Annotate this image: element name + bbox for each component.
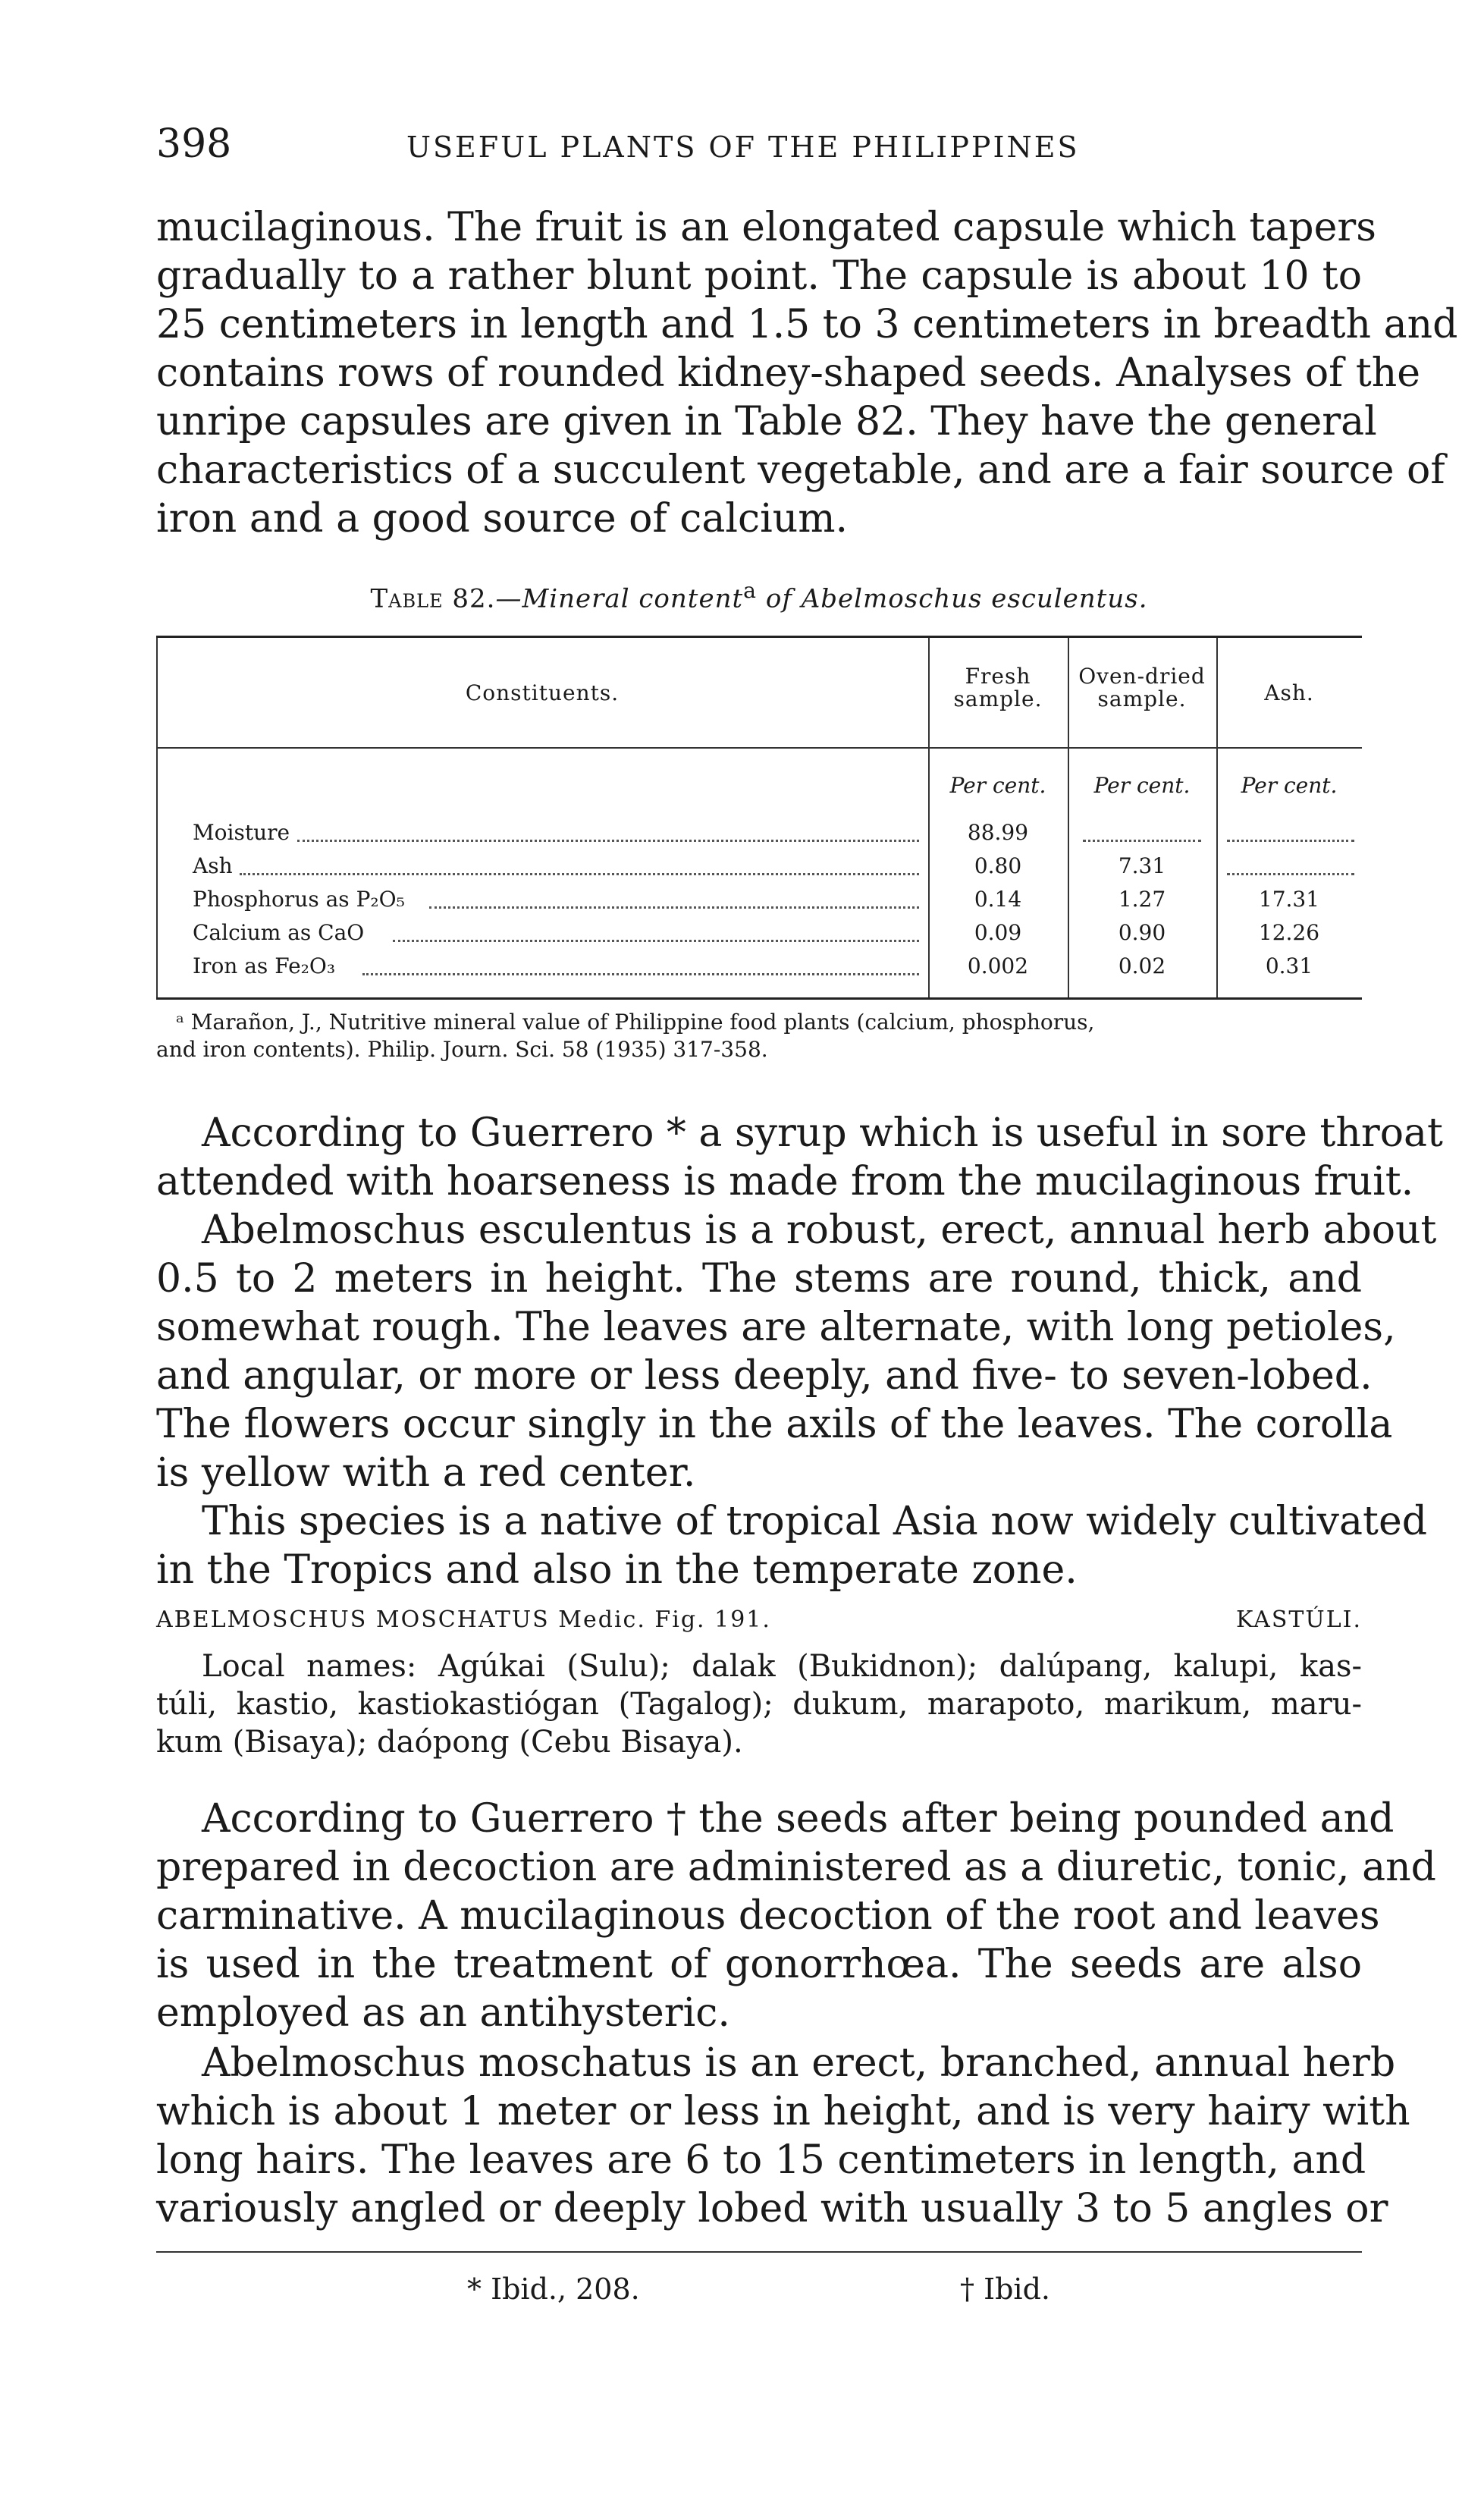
species-entry-heading [156,1606,1362,1633]
table-caption [156,578,1362,614]
text-line: is yellow with a red center. [156,1450,696,1496]
header-constituents: Constituents. [465,680,620,705]
cell-oven-dried: 1.27 [1118,887,1166,912]
species-name: ABELMOSCHUS MOSCHATUS Medic. Fig. 191. [156,1606,771,1633]
header-rule [156,747,1362,749]
text-line: in the Tropics and also in the temperate zone. [156,1547,1078,1593]
unit-oven-dried: Per cent. [1093,773,1191,798]
table-footnote [156,1009,1362,1063]
footnote-line: and iron contents). Philip. Journ. Sci. 58 (1935) 317-358. [156,1037,768,1062]
unit-fresh: Per cent. [949,773,1046,798]
table-title-of: of [765,583,792,614]
header-oven-dried: Oven-dried sample. [1078,664,1206,711]
paragraph-moschatus-description [156,2039,1410,2233]
text-line: which is about 1 meter or less in height, and is very hairy with [156,2089,1410,2134]
unit-ash: Per cent. [1241,773,1338,798]
cell-ash: 0.31 [1265,953,1313,978]
header-fresh: Fresh sample. [953,664,1043,711]
paragraph-syrup [156,1109,1443,1206]
page-number: 398 [156,121,232,167]
footnote-ibid: † Ibid. [960,2272,1050,2306]
text-line: mucilaginous. The fruit is an elongated capsule which tapers [156,205,1376,250]
leader-dots [1083,840,1201,842]
text-line: prepared in decoction are administered as a diuretic, tonic, and [156,1845,1436,1890]
text-line: iron and a good source of calcium. [156,496,849,542]
paragraph-fruit-description [156,203,1458,543]
row-label: Moisture [193,820,290,845]
text-line: unripe capsules are given in Table 82. They have the general [156,399,1377,444]
cell-oven-dried: 7.31 [1118,853,1166,878]
text-line: 0.5 to 2 meters in height. The stems are round, thick, and [156,1256,1362,1302]
text-line: 25 centimeters in length and 1.5 to 3 centimeters in breadth and [156,302,1458,347]
text-line: gradually to a rather blunt point. The capsule is about 10 to [156,253,1362,299]
text-line: employed as an antihysteric. [156,1990,730,2036]
row-label: Ash [193,853,233,878]
text-line: According to Guerrero † the seeds after being pounded and [202,1796,1395,1842]
text-line: Local names: Agúkai (Sulu); dalak (Bukidnon); dalúpang, kalupi, kas- [202,1649,1362,1684]
table-label: Table 82. [370,583,496,614]
text-line: According to Guerrero * a syrup which is useful in sore throat [202,1110,1443,1156]
text-line: variously angled or deeply lobed with usually 3 to 5 angles or [156,2186,1388,2231]
text-line: This species is a native of tropical Asia now widely cultivated [202,1499,1428,1544]
local-names [156,1647,1362,1761]
text-line: long hairs. The leaves are 6 to 15 centimeters in length, and [156,2137,1366,2183]
text-line: The flowers occur singly in the axils of the leaves. The corolla [156,1402,1393,1447]
running-title: USEFUL PLANTS OF THE PHILIPPINES [406,130,1080,164]
text-line: kum (Bisaya); daópong (Cebu Bisaya). [156,1725,743,1760]
text-line: contains rows of rounded kidney-shaped seeds. Analyses of the [156,350,1421,396]
cell-fresh: 0.09 [974,920,1022,945]
paragraph-distribution [156,1497,1428,1594]
text-line: carminative. A mucilaginous decoction of the root and leaves [156,1893,1380,1939]
running-head [156,121,1362,174]
text-line: characteristics of a succulent vegetable, and are a fair source of [156,448,1445,493]
leader-dots [362,973,919,975]
leader-dots [429,906,919,909]
table-species: Abelmoschus esculentus. [801,583,1148,614]
footnote-mark: a [743,578,758,603]
text-line: Abelmoschus esculentus is a robust, erect, annual herb about [202,1208,1437,1253]
cell-fresh: 0.14 [974,887,1022,912]
leader-dots [1227,873,1354,875]
cell-oven-dried: 0.90 [1118,920,1166,945]
row-label: Phosphorus as P₂O₅ [193,887,405,912]
text-line: túli, kastio, kastiokastiógan (Tagalog); dukum, marapoto, marikum, maru- [156,1687,1362,1722]
row-label: Calcium as CaO [193,920,365,945]
row-label: Iron as Fe₂O₃ [193,953,336,978]
cell-fresh: 0.002 [967,953,1029,978]
cell-oven-dried: 0.02 [1118,953,1166,978]
text-line: Abelmoschus moschatus is an erect, branched, annual herb [202,2040,1396,2086]
text-line: somewhat rough. The leaves are alternate, with long petioles, [156,1305,1396,1350]
text-line: is used in the treatment of gonorrhœa. The seeds are also [156,1942,1362,1987]
table-title: —Mineral content [495,583,744,614]
mineral-content-table [156,636,1362,1000]
cell-fresh: 88.99 [967,820,1029,845]
paragraph-medicinal-uses [156,1795,1436,2037]
leader-dots [1227,840,1354,842]
footnote-rule [156,2251,1362,2253]
leader-dots [393,940,919,942]
header-ash: Ash. [1264,680,1314,705]
paragraph-esculentus-description [156,1206,1437,1497]
text-line: and angular, or more or less deeply, and five- to seven-lobed. [156,1353,1373,1399]
cell-ash: 12.26 [1258,920,1320,945]
leader-dots [297,840,919,842]
footnote-line: ᵃ Marañon, J., Nutritive mineral value of Philippine food plants (calcium, phosphorus, [176,1010,1095,1035]
leader-dots [240,873,919,875]
common-name: KASTÚLI. [1235,1606,1362,1633]
text-line: attended with hoarseness is made from the mucilaginous fruit. [156,1159,1414,1204]
footnote-ibid-208: * Ibid., 208. [467,2272,640,2306]
cell-fresh: 0.80 [974,853,1022,878]
cell-ash: 17.31 [1258,887,1320,912]
